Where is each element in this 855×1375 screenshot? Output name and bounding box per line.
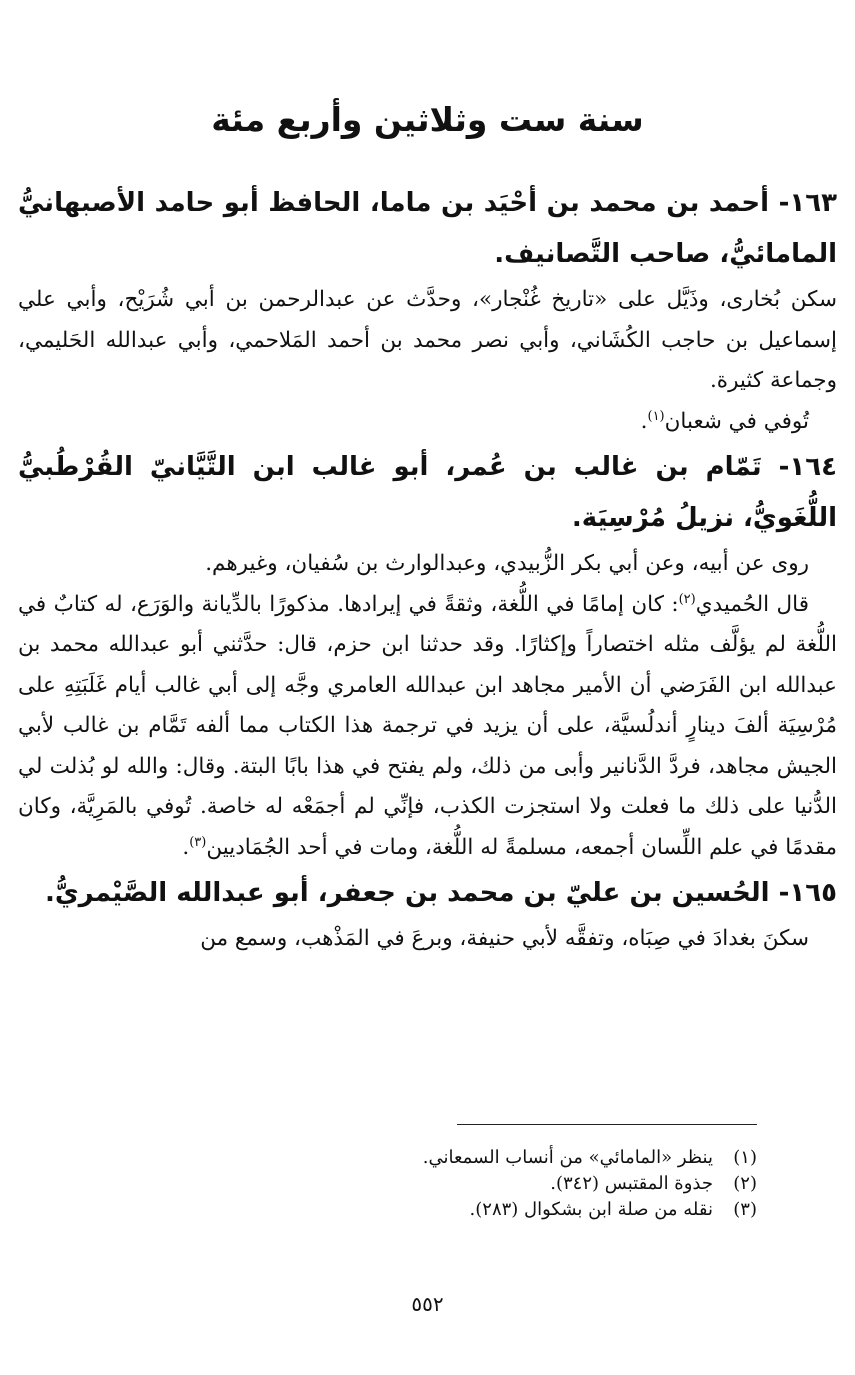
footnote-number: (٣) xyxy=(733,1199,757,1220)
entry-165-paragraph-1: سكنَ بغدادَ في صِبَاه، وتفقَّه لأبي حنيفة، وبرعَ في المَذْهب، وسمع من xyxy=(200,926,809,951)
footnote-ref-2: (٢) xyxy=(678,591,696,607)
footnote-text: نقله من صلة ابن بشكوال (٢٨٣). xyxy=(469,1199,713,1220)
entry-163-period: . xyxy=(640,408,648,434)
page-body xyxy=(18,178,837,960)
footnote-item xyxy=(40,1145,757,1171)
page-number: ٥٥٢ xyxy=(411,1292,444,1316)
footnote-item xyxy=(40,1171,757,1197)
entry-164-paragraph-1: روى عن أبيه، وعن أبي بكر الزُّبيدي، وعبدالوارث بن سُفيان، وغيرهم. xyxy=(205,551,809,576)
footnote-ref-1: (١) xyxy=(647,408,665,424)
entry-164-quote-text: : كان إمامًا في اللُّغة، وثقةً في إيرادها. مذكورًا بالدِّيانة والوَرَع، له كتابٌ في اللُّغة لم يؤلَّف مثله اختصاراً وإكثارًا. وقد حدثنا ابن حزم، قال: حدَّثني أبو عبدالله محمد بن عبدالله ابن الفَرَضي أن الأمير مجاهد ابن عبدالله العامري وجَّه إلى أبي غالب أيام غَلَبَتِهِ على مُرْسِيَة ألفَ دينارٍ أندلُسيَّة، على أن يزيد في ترجمة هذا الكتاب مما ألفه تَمَّام بن غالب لأبي الجيش مجاهد، فردَّ الدَّنانير وأبى من ذلك، ولم يفتح في هذا بابًا البتة. وقال: والله لو بُذلت لي الدُّنيا على ذلك ما فعلت ولا استجزت الكذب، فإنِّي لم أجمَعْه له خاصة. تُوفي بالمَرِيَّة، وكان مقدمًا في علم اللِّسان أجمعه، مسلمةً له اللُّغة، ومات في أحد الجُمَاديين xyxy=(18,591,837,860)
footnote-item xyxy=(40,1197,757,1223)
entry-164-period: . xyxy=(182,834,190,860)
entry-164-heading: ١٦٤- تَمّام بن غالب بن عُمر، أبو غالب ابن التَّيَّانيّ القُرْطُبيُّ اللُّغَويُّ، نزيلُ مُرْسِيَة. xyxy=(18,452,837,533)
entry-163-paragraph-2 xyxy=(18,402,837,443)
footnote-number: (٢) xyxy=(733,1173,757,1194)
entry-163-heading: ١٦٣- أحمد بن محمد بن أحْيَد بن ماما، الحافظ أبو حامد الأصبهانيُّ المامائيُّ، صاحب التَّصانيف. xyxy=(18,188,837,269)
entry-164-paragraph-2 xyxy=(18,585,837,869)
footnotes xyxy=(40,1145,757,1223)
year-heading: سنة ست وثلاثين وأربع مئة xyxy=(211,100,644,139)
footnote-number: (١) xyxy=(733,1147,757,1168)
footnote-divider xyxy=(457,1124,757,1125)
footnote-ref-3: (٣) xyxy=(189,834,207,850)
entry-163-paragraph-1: سكن بُخارى، وذَيَّل على «تاريخ غُنْجار»، وحدَّث عن عبدالرحمن بن أبي شُرَيْح، وأبي علي إسماعيل بن حاجب الكُشَاني، وأبي نصر محمد بن أحمد المَلاحمي، وأبي عبدالله الحَليمي، وجماعة كثيرة. xyxy=(18,287,837,393)
footnote-text: ينظر «المامائي» من أنساب السمعاني. xyxy=(422,1147,713,1168)
entry-163-death-text: تُوفي في شعبان xyxy=(664,408,809,434)
entry-164-quote-intro: قال الحُميدي xyxy=(695,591,809,617)
entry-165-heading: ١٦٥- الحُسين بن عليّ بن محمد بن جعفر، أبو عبدالله الصَّيْمريُّ. xyxy=(44,878,837,908)
footnote-text: جذوة المقتبس (٣٤٢). xyxy=(550,1173,713,1194)
